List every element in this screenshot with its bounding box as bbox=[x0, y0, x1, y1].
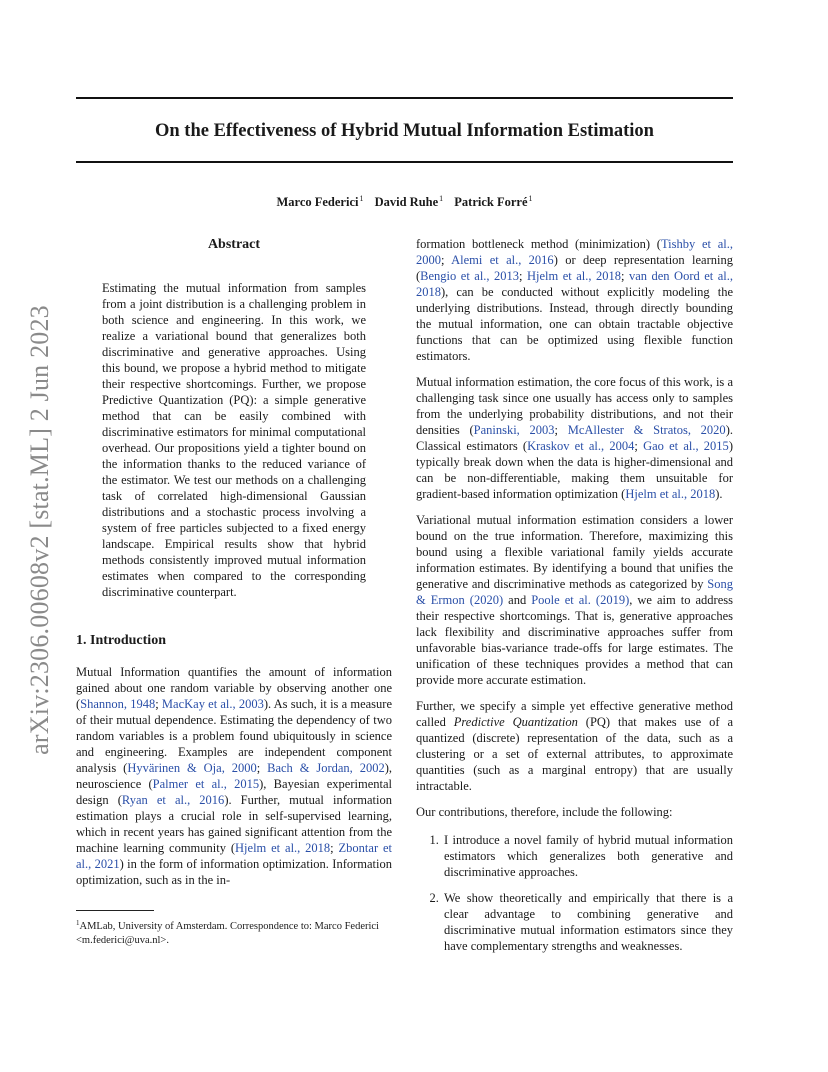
contributions-list bbox=[416, 832, 733, 954]
affiliation-mark: 1 bbox=[359, 194, 364, 203]
intro-paragraph-4 bbox=[416, 698, 733, 794]
citation-link[interactable]: Kraskov et al., 2004 bbox=[527, 439, 635, 453]
abstract-heading: Abstract bbox=[207, 237, 261, 252]
citation-link[interactable]: Shannon, 1948 bbox=[80, 697, 156, 711]
text-run: ; bbox=[155, 697, 162, 711]
citation-link[interactable]: Palmer et al., 2015 bbox=[152, 777, 260, 791]
citation-link[interactable]: Song & Ermon (2020) bbox=[416, 577, 733, 607]
text-run: Mutual Information quantifies the amount of information gained about one random variable by observing another one ( bbox=[76, 665, 392, 711]
text-run: , we aim to address their respective shortcomings. That is, generative approaches lack flexibility and discriminative approaches suffer from unfavorable bias-variance trade-offs for large estimates. The unification of these techniques provides a method that can provide more accurate estimation. bbox=[416, 593, 733, 687]
contribution-item: 2. We show theoretically and empirically that there is a clear advantage to combining generative and discriminative mutual information estimators since they have complementary strengths and weaknesses. bbox=[442, 890, 733, 954]
author-2 bbox=[375, 195, 444, 209]
text-run: ; bbox=[621, 269, 629, 283]
citation-link[interactable]: Hjelm et al., 2018 bbox=[527, 269, 621, 283]
text-run: ) typically break down when the data is higher-dimensional and can be non-differentiable, making them unsuitable for gradient-based information optimization ( bbox=[416, 439, 733, 501]
introduction-heading: 1. Introduction bbox=[76, 633, 166, 648]
intro-paragraph-5: Our contributions, therefore, include the following: bbox=[416, 805, 673, 819]
text-run: Further, we specify a simple yet effective generative method called bbox=[416, 699, 733, 729]
right-column bbox=[416, 236, 733, 964]
text-run: ). Classical estimators ( bbox=[416, 423, 733, 453]
citation-link[interactable]: McAllester & Stratos, 2020 bbox=[567, 423, 726, 437]
citation-link[interactable]: Hjelm et al., 2018 bbox=[625, 487, 716, 501]
author-3 bbox=[454, 195, 532, 209]
citation-link[interactable]: Ryan et al., 2016 bbox=[121, 793, 225, 807]
intro-paragraph-1-continued bbox=[416, 236, 733, 364]
affiliation-mark: 1 bbox=[439, 194, 444, 203]
abstract-text: Estimating the mutual information from samples from a joint distribution is a challenging problem in both science and engineering. In this work, we realize a variational bound that generalizes both discriminative and generative approaches. Using this bound, we propose a hybrid method to mitigate their respective shortcomings. Further, we propose Predictive Quantization (PQ): a simple generative method that can be easily combined with discriminative estimators for minimal computational overhead. Our propositions yield a tighter bound on the information thanks to the reduced variance of the estimator. We test our methods on a challenging task of correlated high-dimensional Gaussian distributions and a stochastic process involving a system of free particles subjected to a fixed energy landscape. Empirical results show that hybrid methods consistently improved mutual information estimates when compared to the corresponding discriminative counterpart. bbox=[102, 281, 366, 599]
intro-paragraph-3 bbox=[416, 512, 733, 688]
text-run: formation bottleneck method (minimization) ( bbox=[416, 237, 661, 251]
left-column bbox=[76, 236, 392, 898]
text-run: ; bbox=[634, 439, 644, 453]
text-run: ; bbox=[256, 761, 268, 775]
author-name: Patrick Forré bbox=[454, 195, 528, 209]
author-list bbox=[76, 191, 733, 210]
citation-link[interactable]: Alemi et al., 2016 bbox=[451, 253, 554, 267]
intro-paragraph-2 bbox=[416, 374, 733, 502]
text-run: ), Bayesian experimental design ( bbox=[76, 777, 393, 807]
citation-link[interactable]: MacKay et al., 2003 bbox=[161, 697, 264, 711]
intro-paragraph-1 bbox=[76, 664, 392, 888]
author-name: Marco Federici bbox=[276, 195, 359, 209]
text-run: ) or deep representation learning ( bbox=[416, 253, 733, 283]
paper-title: On the Effectiveness of Hybrid Mutual Information Estimation bbox=[155, 121, 654, 141]
text-run: Mutual information estimation, the core focus of this work, is a challenging task since one usually has access only to samples from the underlying probability distributions, and not their densities ( bbox=[416, 375, 733, 437]
footnote-rule bbox=[76, 910, 154, 911]
title-rule-bottom bbox=[76, 161, 733, 163]
text-run: ) in the form of information optimization. Information optimization, such as in the in- bbox=[76, 857, 392, 887]
text-run: ). bbox=[715, 487, 723, 501]
text-run: ), can be conducted without explicitly modeling the underlying distributions. Instead, through directly bounding the mutual information, one can obtain tractable objective functions that can be optimized using flexible function estimators. bbox=[416, 285, 733, 363]
text-run: ; bbox=[441, 253, 452, 267]
title-rule-top bbox=[76, 97, 733, 99]
citation-link[interactable]: Hyvärinen & Oja, 2000 bbox=[127, 761, 257, 775]
citation-link[interactable]: Bengio et al., 2013 bbox=[420, 269, 520, 283]
text-run: ; bbox=[330, 841, 339, 855]
contribution-item: 1. I introduce a novel family of hybrid mutual information estimators which generalizes both generative and discriminative approaches. bbox=[442, 832, 733, 880]
author-1 bbox=[276, 195, 363, 209]
citation-link[interactable]: Zbontar et al., 2021 bbox=[76, 841, 392, 871]
arxiv-identifier-watermark: arXiv:2306.00608v2 [stat.ML] 2 Jun 2023 bbox=[25, 305, 54, 755]
citation-link[interactable]: van den Oord et al., 2018 bbox=[416, 269, 733, 299]
citation-link[interactable]: Poole et al. (2019) bbox=[531, 593, 630, 607]
citation-link[interactable]: Hjelm et al., 2018 bbox=[235, 841, 331, 855]
text-run: ), neuroscience ( bbox=[76, 761, 393, 791]
text-run: ). As such, it is a measure of their mutual dependence. Estimating the dependency of two random variables is a problem found ubiquitously in science and engineering. Examples are independent component analysis ( bbox=[76, 697, 393, 775]
footnote-text: AMLab, University of Amsterdam. Correspondence to: Marco Federici <m.federici@uva.nl>. bbox=[76, 921, 379, 946]
text-run: and bbox=[503, 593, 532, 607]
citation-link[interactable]: Gao et al., 2015 bbox=[643, 439, 729, 453]
text-run: Variational mutual information estimation considers a lower bound on the true information. Therefore, maximizing this bound using a flexible variational family yields accurate information estimates. By identifying a bound that unifies the generative and discriminative methods as categorized by bbox=[416, 513, 733, 591]
text-run: ; bbox=[519, 269, 527, 283]
text-run: (PQ) that makes use of a quantized (discrete) representation of the data, such as a clustering or a set of external attributes, to approximate quantities (such as a marginal entropy) that are usually intractable. bbox=[416, 715, 733, 793]
emphasis-text: Predictive Quantization bbox=[453, 715, 578, 729]
affiliation-mark: 1 bbox=[528, 194, 533, 203]
text-run: ). Further, mutual information estimation plays a crucial role in self-supervised learning, which in recent years has gained significant attention from the machine learning community ( bbox=[76, 793, 392, 855]
footnote bbox=[76, 916, 392, 948]
author-name: David Ruhe bbox=[374, 195, 439, 209]
citation-link[interactable]: Tishby et al., 2000 bbox=[416, 237, 734, 267]
footnote-mark: 1 bbox=[76, 919, 80, 927]
text-run: ; bbox=[554, 423, 568, 437]
citation-link[interactable]: Paninski, 2003 bbox=[473, 423, 555, 437]
citation-link[interactable]: Bach & Jordan, 2002 bbox=[267, 761, 385, 775]
